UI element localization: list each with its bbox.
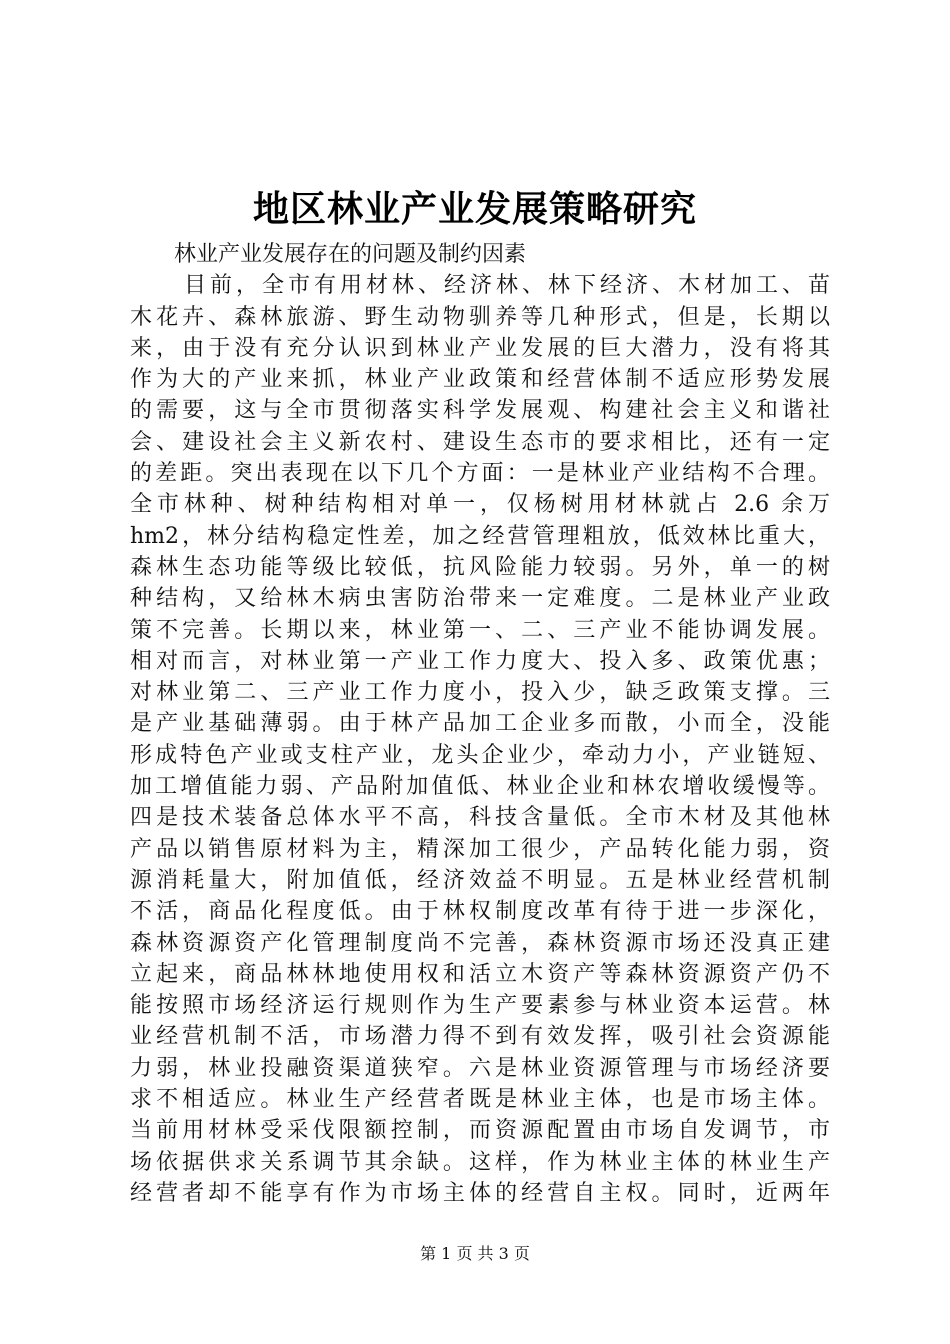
paragraph-line: 种结构，又给林木病虫害防治带来一定难度。二是林业产业政 [130,586,830,612]
paragraph-line: 会、建设社会主义新农村、建设生态市的要求相比，还有一定 [130,429,830,455]
paragraph-line: 经营者却不能享有作为市场主体的经营自主权。同时，近两年 [130,1180,830,1206]
paragraph-line: 的需要，这与全市贯彻落实科学发展观、构建社会主义和谐社 [130,398,830,424]
paragraph-line: 加工增值能力弱、产品附加值低、林业企业和林农增收缓慢等。 [130,774,830,800]
paragraph-line: 当前用材林受采伐限额控制，而资源配置由市场自发调节，市 [130,1118,830,1144]
paragraph-line: 四是技术装备总体水平不高，科技含量低。全市木材及其他林 [130,805,830,831]
paragraph-line: 产品以销售原材料为主，精深加工很少，产品转化能力弱，资 [130,836,830,862]
paragraph-line: 目前，全市有用材林、经济林、林下经济、木材加工、苗 [184,273,830,299]
document-title: 地区林业产业发展策略研究 [252,188,697,230]
paragraph-line: 场依据供求关系调节其余缺。这样，作为林业主体的林业生产 [130,1149,830,1175]
paragraph-line: 力弱，林业投融资渠道狭窄。六是林业资源管理与市场经济要 [130,1055,830,1081]
paragraph-line: 业经营机制不活，市场潜力得不到有效发挥，吸引社会资源能 [130,1024,830,1050]
paragraph-line: 求不相适应。林业生产经营者既是林业主体，也是市场主体。 [130,1087,830,1113]
paragraph-line: 不活，商品化程度低。由于林权制度改革有待于进一步深化， [130,899,830,925]
paragraph-line: 对林业第二、三产业工作力度小，投入少，缺乏政策支撑。三 [130,680,830,706]
paragraph-line: 森林生态功能等级比较低，抗风险能力较弱。另外，单一的树 [130,554,830,580]
section-subheading: 林业产业发展存在的问题及制约因素 [174,242,527,267]
paragraph-line: 策不完善。长期以来，林业第一、二、三产业不能协调发展。 [130,617,830,643]
paragraph-line: 森林资源资产化管理制度尚不完善，森林资源市场还没真正建 [130,930,830,956]
paragraph-line: 源消耗量大，附加值低，经济效益不明显。五是林业经营机制 [130,867,830,893]
paragraph-line: 木花卉、森林旅游、野生动物驯养等几种形式，但是，长期以 [130,304,830,330]
paragraph-line: 来，由于没有充分认识到林业产业发展的巨大潜力，没有将其 [130,335,830,361]
paragraph-line: 是产业基础薄弱。由于林产品加工企业多而散，小而全，没能 [130,711,830,737]
paragraph-line: 形成特色产业或支柱产业，龙头企业少，牵动力小，产业链短、 [130,742,830,768]
paragraph-line: hm2，林分结构稳定性差，加之经营管理粗放，低效林比重大， [130,523,830,549]
paragraph-line: 立起来，商品林林地使用权和活立木资产等森林资源资产仍不 [130,961,830,987]
document-body [130,239,830,1209]
page-number-footer: 第 1 页 共 3 页 [420,1244,530,1263]
paragraph-line: 全市林种、树种结构相对单一，仅杨树用材林就占 2.6 余万 [130,492,830,518]
paragraph-line: 的差距。突出表现在以下几个方面：一是林业产业结构不合理。 [130,461,830,487]
paragraph-line: 相对而言，对林业第一产业工作力度大、投入多、政策优惠； [130,648,830,674]
paragraph-line: 作为大的产业来抓，林业产业政策和经营体制不适应形势发展 [130,367,830,393]
paragraph-line: 能按照市场经济运行规则作为生产要素参与林业资本运营。林 [130,993,830,1019]
